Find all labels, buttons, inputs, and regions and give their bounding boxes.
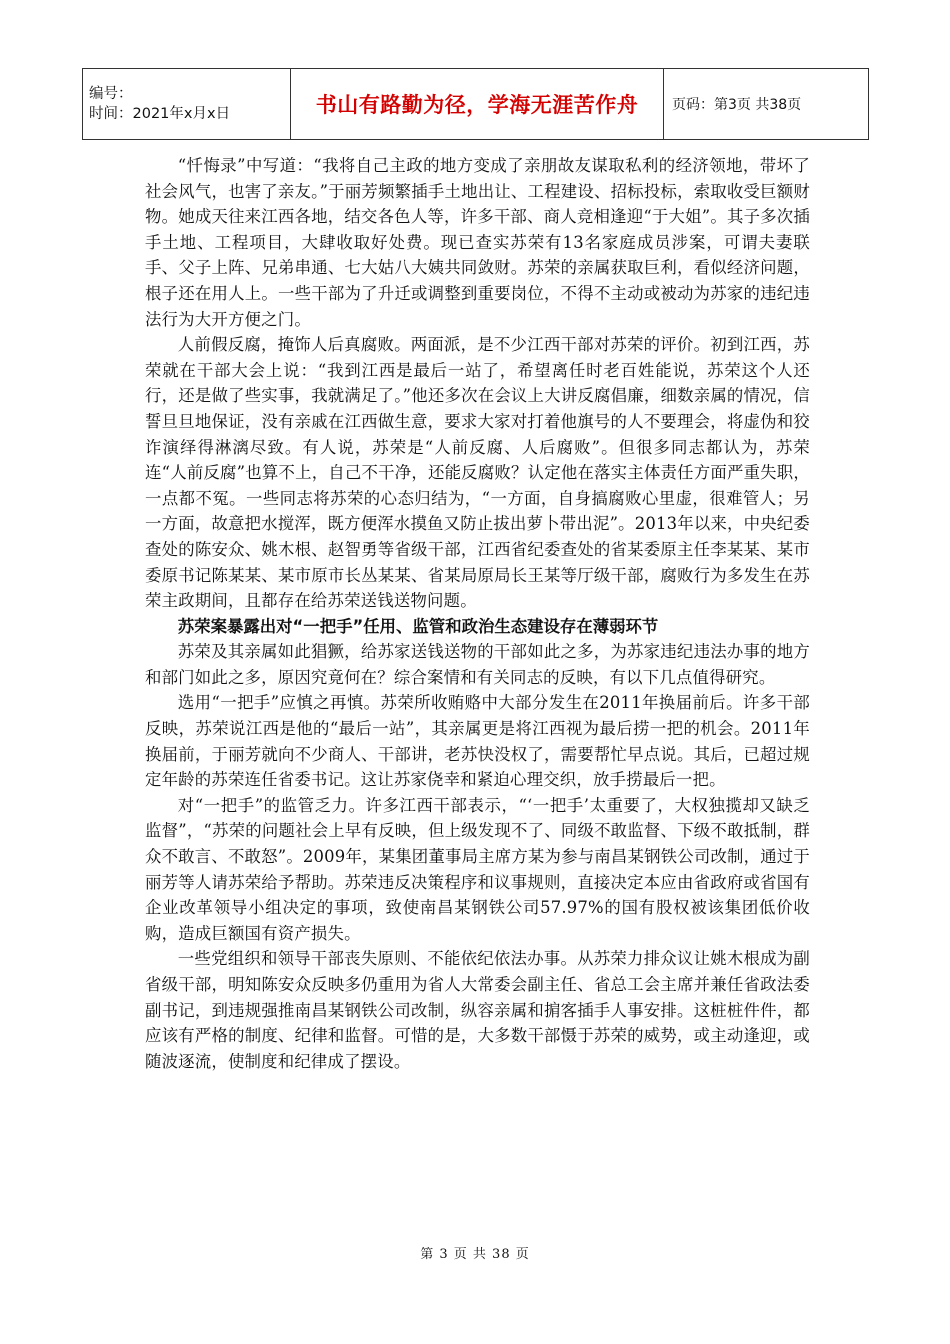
body-paragraph: 苏荣及其亲属如此猖獗，给苏家送钱送物的干部如此之多，为苏家违纪违法办事的地方和部门如此之多，原因究竟何在？综合案情和有关同志的反映，有以下几点值得研究。 — [145, 642, 810, 687]
document-body — [145, 153, 810, 1074]
body-paragraph: 一些党组织和领导干部丧失原则、不能依纪依法办事。从苏荣力排众议让姚木根成为副省级干部，明知陈安众反映多仍重用为省人大常委会副主任、省总工会主席并兼任省政法委副书记，到违规强推南昌某钢铁公司改制，纵容亲属和掮客插手人事安排。这桩桩件件，都应该有严格的制度、纪律和监督。可惜的是，大多数干部慑于苏荣的威势，或主动逢迎，或随波逐流，使制度和纪律成了摆设。 — [145, 949, 810, 1071]
header-meta — [83, 69, 291, 140]
section-heading: 苏荣案暴露出对“一把手”任用、监管和政治生态建设存在薄弱环节 — [177, 616, 659, 636]
body-paragraph: 对“一把手”的监管乏力。许多江西干部表示，“‘一把手’太重要了，大权独揽却又缺乏监督”，“苏荣的问题社会上早有反映，但上级发现不了、同级不敢监督、下级不敢抵制，群众不敢言、不敢怒”。2009年，某集团董事局主席方某为参与南昌某钢铁公司改制，通过于丽芳等人请苏荣给予帮助。苏荣违反决策程序和议事规则，直接决定本应由省政府或省国有企业改革领导小组决定的事项，致使南昌某钢铁公司57.97%的国有股权被该集团低价收购，造成巨额国有资产损失。 — [145, 795, 810, 943]
page-header — [82, 68, 869, 140]
body-paragraph: “忏悔录”中写道：“我将自己主政的地方变成了亲朋故友谋取私利的经济领地，带坏了社会风气，也害了亲友。”于丽芳频繁插手土地出让、工程建设、招标投标，索取收受巨额财物。她成天往来江西各地，结交各色人等，许多干部、商人竞相逢迎“于大姐”。其子多次插手土地、工程项目，大肆收取好处费。现已查实苏荣有13名家庭成员涉案，可谓夫妻联手、父子上阵、兄弟串通、七大姑八大姨共同敛财。苏荣的亲属获取巨利，看似经济问题，根子还在用人上。一些干部为了升迁或调整到重要岗位，不得不主动或被动为苏家的违纪违法行为大开方便之门。 — [145, 156, 810, 329]
doc-time-label: 时间：2021年x月x日 — [89, 106, 231, 122]
body-paragraph: 人前假反腐，掩饰人后真腐败。两面派，是不少江西干部对苏荣的评价。初到江西，苏荣就在干部大会上说：“我到江西是最后一站了，希望离任时老百姓能说，苏荣这个人还行，还是做了些实事，我就满足了。”他还多次在会议上大讲反腐倡廉，细数亲属的情况，信誓旦旦地保证，没有亲戚在江西做生意，要求大家对打着他旗号的人不要理会，将虚伪和狡诈演绎得淋漓尽致。有人说，苏荣是“人前反腐、人后腐败”。但很多同志都认为，苏荣连“人前反腐”也算不上，自己不干净，还能反腐败？认定他在落实主体责任方面严重失职，一点都不冤。一些同志将苏荣的心态归结为，“一方面，自身搞腐败心里虚，很难管人；另一方面，故意把水搅浑，既方便浑水摸鱼又防止拔出萝卜带出泥”。2013年以来，中央纪委查处的陈安众、姚木根、赵智勇等省级干部，江西省纪委查处的省某委原主任李某某、某市委原书记陈某某、某市原市长丛某某、省某局原局长王某等厅级干部，腐败行为多发生在苏荣主政期间，且都存在给苏荣送钱送物问题。 — [145, 335, 810, 611]
header-page-number: 页码：第3页 共38页 — [664, 69, 869, 140]
body-paragraph: 选用“一把手”应慎之再慎。苏荣所收贿赂中大部分发生在2011年换届前后。许多干部反映，苏荣说江西是他的“最后一站”，其亲属更是将江西视为最后捞一把的机会。2011年换届前，于丽芳就向不少商人、干部讲，老苏快没权了，需要帮忙早点说。其后，已超过规定年龄的苏荣连任省委书记。这让苏家侥幸和紧迫心理交织，放手捞最后一把。 — [145, 693, 810, 790]
header-motto: 书山有路勤为径，学海无涯苦作舟 — [315, 93, 639, 117]
header-motto-cell — [291, 69, 664, 140]
page-footer: 第 3 页 共 38 页 — [420, 1247, 530, 1262]
doc-number-label: 编号： — [89, 86, 133, 102]
